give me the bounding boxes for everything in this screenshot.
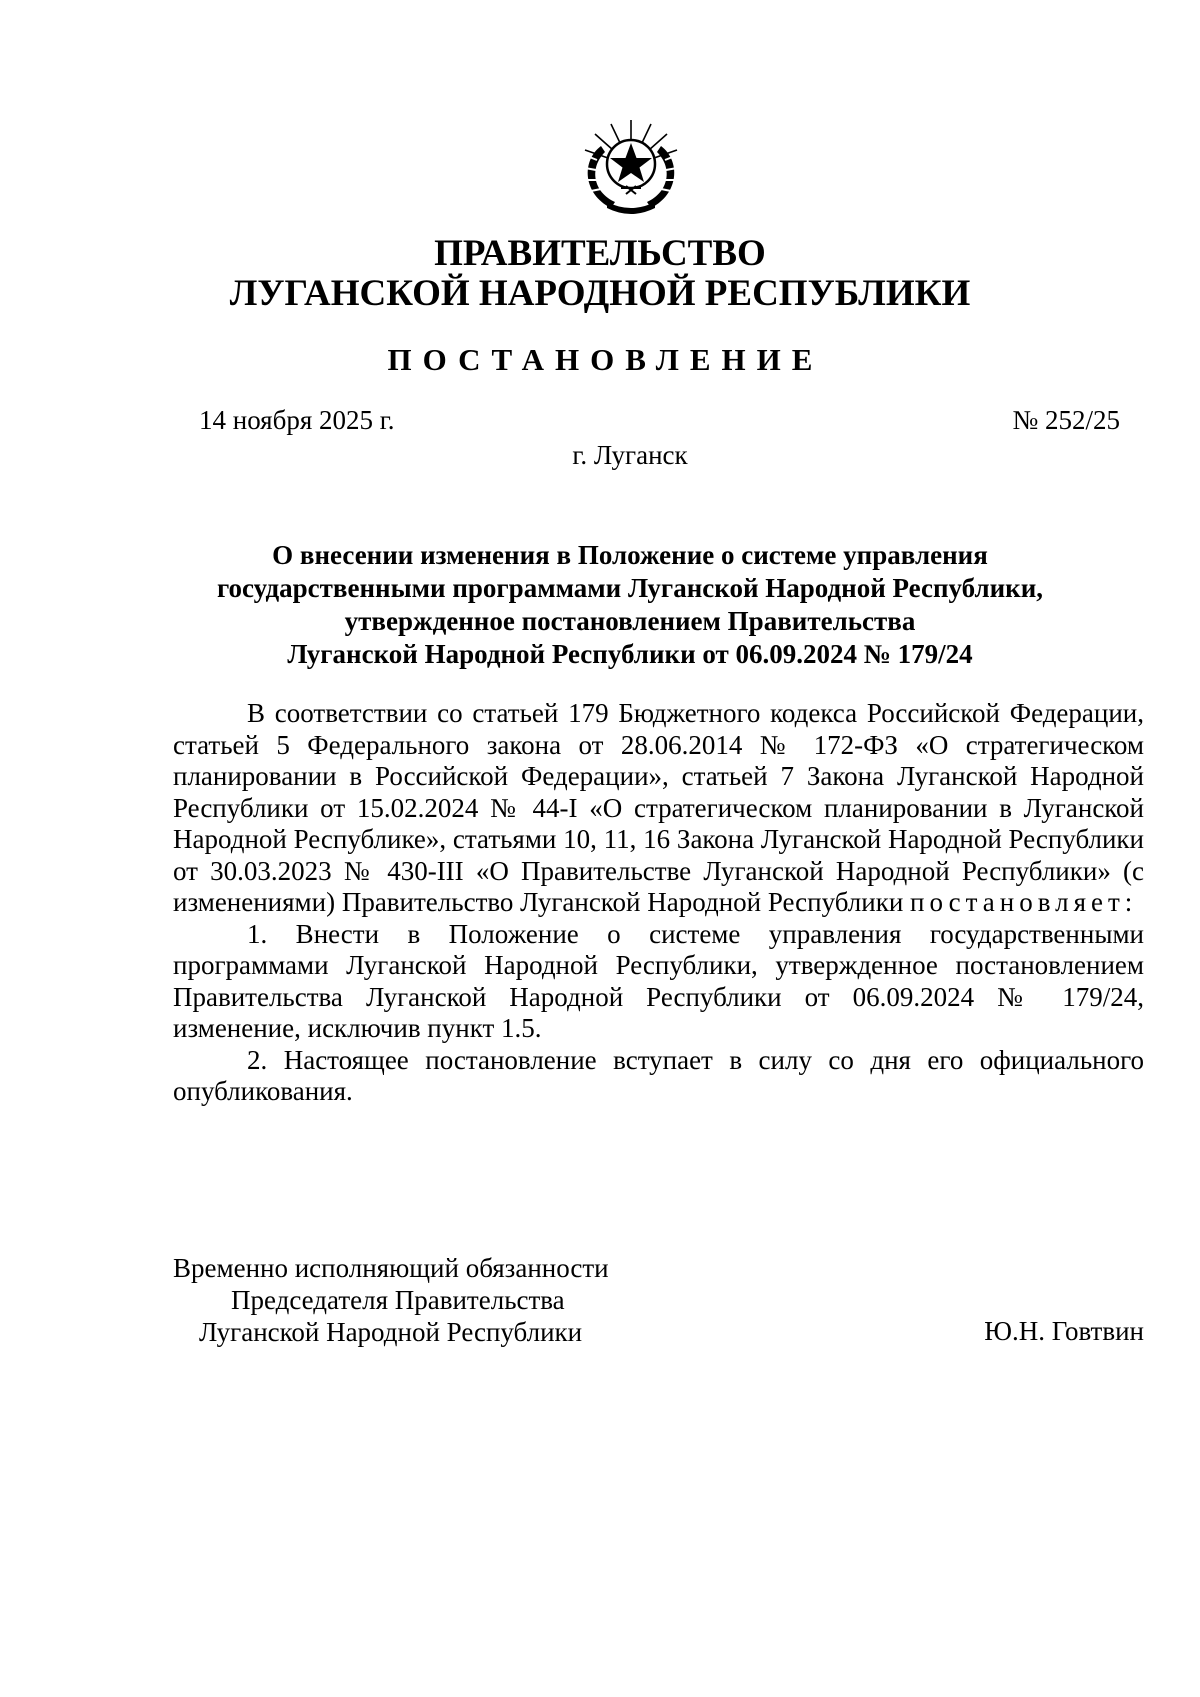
preamble-paragraph [173, 698, 1144, 919]
organization-line-1: ПРАВИТЕЛЬСТВО [434, 233, 766, 274]
signatory-title-line-1: Временно исполняющий обязанности [173, 1253, 609, 1283]
document-body [173, 698, 1144, 1108]
signatory-title-line-3: Луганской Народной Республики [199, 1317, 583, 1347]
subject-line-2: государственными программами Луганской Народной Республики, [216, 573, 1044, 603]
resolves-word: постановляет: [910, 887, 1138, 917]
subject-line-3: утвержденное постановлением Правительства [344, 606, 916, 636]
subject-line-1: О внесении изменения в Положение о системе управления [272, 540, 988, 570]
item-1-paragraph: 1. Внести в Положение о системе управления государственными программами Луганской Народной Республики, утвержденное постановлением Правительства Луганской Народной Республики от 06.09.2024 № 179/24, изменение, исключив пункт 1.5. [173, 918, 1144, 1043]
document-subject [150, 539, 1110, 671]
document-date: 14 ноября 2025 г. [199, 405, 395, 435]
organization-line-2: ЛУГАНСКОЙ НАРОДНОЙ РЕСПУБЛИКИ [229, 273, 971, 314]
document-city: г. Луганск [572, 440, 688, 470]
organization-title [0, 234, 1200, 314]
document-number: № 252/25 [1012, 405, 1120, 435]
coat-of-arms-emblem-icon [571, 116, 691, 214]
signatory-name: Ю.Н. Говтвин [984, 1316, 1144, 1346]
signatory-title [173, 1252, 609, 1348]
preamble-text: В соответствии со статьей 179 Бюджетного кодекса Российской Федерации, статьей 5 Федерального закона от 28.06.2014 № 172-ФЗ «О стратегическом планировании в Российской Федерации», статьей 7 Закона Луганской Народной Республики от 15.02.2024 № 44-I «О стратегическом планировании в Луганской Народной Республике», статьями 10, 11, 16 Закона Луганской Народной Республики от 30.03.2023 № 430-III «О Правительстве Луганской Народной Республики» (с изменениями) Правительство Луганской Народной Республики [173, 698, 1144, 917]
document-type: ПОСТАНОВЛЕНИЕ [387, 342, 824, 377]
subject-line-4: Луганской Народной Республики от 06.09.2024 № 179/24 [287, 639, 973, 669]
signatory-title-line-2: Председателя Правительства [231, 1285, 565, 1315]
item-2-paragraph: 2. Настоящее постановление вступает в силу со дня его официального опубликования. [173, 1044, 1144, 1106]
